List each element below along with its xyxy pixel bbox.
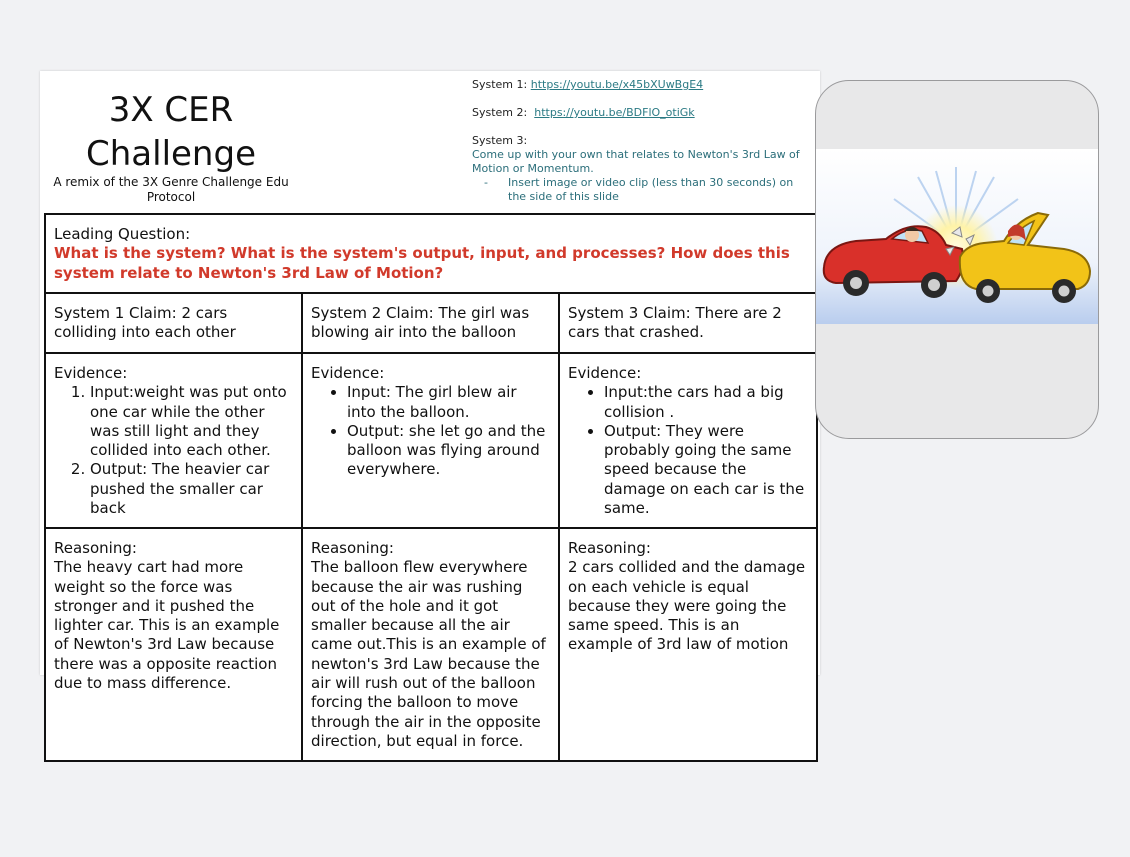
evidence-cell-1[interactable] bbox=[45, 353, 302, 528]
evidence-list-3 bbox=[568, 383, 808, 518]
leading-question-label: Leading Question: bbox=[54, 225, 191, 243]
reasoning-text-2: The balloon flew everywhere because the air was rushing out of the hole and it got smaller because all the air came out.This is an example of newton's 3rd Law because the air will rush out of the balloon forcing the balloon to move through the air in the opposite direction, but equal in force. bbox=[311, 558, 546, 750]
page-title: 3X CER Challenge bbox=[86, 90, 256, 174]
claim-cell-2[interactable]: System 2 Claim: The girl was blowing air into the balloon bbox=[302, 293, 559, 353]
claim-cell-1[interactable]: System 1 Claim: 2 cars colliding into each other bbox=[45, 293, 302, 353]
evidence-label: Evidence: bbox=[54, 364, 128, 382]
evidence-label: Evidence: bbox=[568, 364, 642, 382]
system3-text: Come up with your own that relates to Newton's 3rd Law of Motion or Momentum. bbox=[472, 148, 800, 175]
reasoning-label: Reasoning: bbox=[311, 539, 394, 557]
system2-link[interactable]: https://youtu.be/BDFlO_otiGk bbox=[534, 106, 695, 119]
reasoning-cell-1[interactable] bbox=[45, 528, 302, 761]
system2-row: System 2: https://youtu.be/BDFlO_otiGk bbox=[472, 106, 695, 119]
list-item: • Input:the cars had a big collision . bbox=[604, 383, 808, 422]
system3-bullet: - Insert image or video clip (less than 30 seconds) on the side of this slide bbox=[484, 176, 794, 203]
reasoning-label: Reasoning: bbox=[54, 539, 137, 557]
car-crash-illustration bbox=[816, 149, 1098, 324]
reasoning-cell-2[interactable] bbox=[302, 528, 559, 761]
reasoning-text-3: 2 cars collided and the damage on each vehicle is equal because they were going the same speed. This is an example of 3rd law of motion bbox=[568, 558, 806, 654]
evidence-list-1 bbox=[54, 383, 293, 518]
system1-row: System 1: https://youtu.be/x45bXUwBgE4 bbox=[472, 78, 704, 91]
page-subtitle: A remix of the 3X Genre Challenge Edu Protocol bbox=[53, 175, 289, 204]
list-item: • Output: They were probably going the same speed because the damage on each car is the same. bbox=[604, 422, 808, 518]
cer-table bbox=[44, 213, 818, 762]
evidence-label: Evidence: bbox=[311, 364, 385, 382]
reasoning-text-1: The heavy cart had more weight so the force was stronger and it pushed the lighter car. This is an example of Newton's 3rd Law because there was a opposite reaction due to mass difference. bbox=[54, 558, 280, 693]
system3-label: System 3: bbox=[472, 134, 528, 147]
leading-question-text: What is the system? What is the system's output, input, and processes? How does this system relate to Newton's 3rd Law of Motion? bbox=[54, 244, 790, 282]
list-item: • Input: The girl blew air into the balloon. bbox=[347, 383, 550, 422]
evidence-cell-3[interactable] bbox=[559, 353, 817, 528]
list-item: 2. Output: The heavier car pushed the smaller car back bbox=[90, 460, 293, 518]
reasoning-cell-3[interactable] bbox=[559, 528, 817, 761]
reasoning-label: Reasoning: bbox=[568, 539, 651, 557]
system1-link[interactable]: https://youtu.be/x45bXUwBgE4 bbox=[530, 78, 704, 91]
list-item: 1. Input:weight was put onto one car while the other was still light and they collided into each other. bbox=[90, 383, 293, 460]
evidence-list-2 bbox=[311, 383, 550, 479]
claim-cell-3[interactable]: System 3 Claim: There are 2 cars that crashed. bbox=[559, 293, 817, 353]
list-item: • Output: she let go and the balloon was flying around everywhere. bbox=[347, 422, 550, 480]
evidence-cell-2[interactable] bbox=[302, 353, 559, 528]
leading-question-cell[interactable] bbox=[45, 214, 817, 293]
car-crash-image-card[interactable] bbox=[815, 80, 1099, 439]
system-links bbox=[472, 78, 814, 204]
